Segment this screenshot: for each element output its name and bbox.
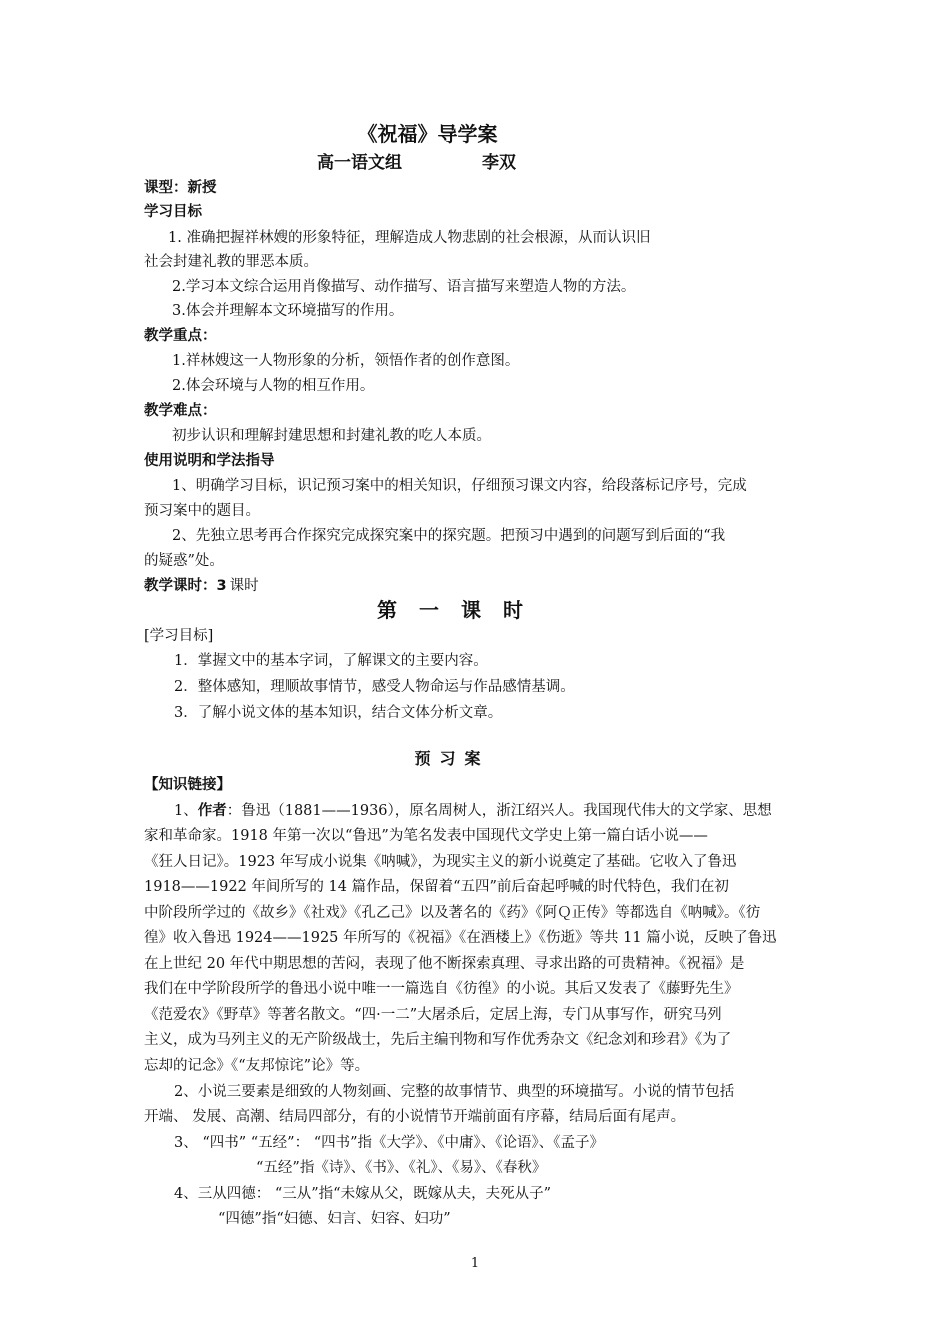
objective-item: 2.学习本文综合运用肖像描写、动作描写、语言描写来塑造人物的方法。 xyxy=(172,279,636,295)
lesson-objective-item: 3．了解小说文体的基本知识，结合文体分析文章。 xyxy=(174,705,503,721)
instruction-item: 1、明确学习目标，识记预习案中的相关知识，仔细预习课文内容，给段落标记序号，完成 xyxy=(172,478,747,494)
author-paragraph-line: 主义，成为马列主义的无产阶级战士，先后主编刊物和写作优秀杂文《纪念刘和珍君》《为了 xyxy=(144,1032,732,1048)
instruction-item: 2、先独立思考再合作探究完成探究案中的探究题。把预习中遇到的问题写到后面的“我 xyxy=(172,528,726,544)
key-point-item: 2.体会环境与人物的相互作用。 xyxy=(172,378,375,394)
group-name: 高一语文组 xyxy=(317,153,402,173)
author-paragraph-line: 《范爱农》《野草》等著名散文。“四·一二”大屠杀后，定居上海，专门从事写作，研究马列 xyxy=(144,1007,722,1023)
author-paragraph-line: 在上世纪 20 年代中期思想的苦闷，表现了他不断探索真理、寻求出路的可贵精神。《祝福》是 xyxy=(144,956,745,972)
difficulties-heading: 教学难点： xyxy=(144,403,217,419)
lesson-title: 第一课时 xyxy=(377,598,545,622)
author-paragraph-num: 1、 xyxy=(174,803,198,819)
instructions-heading: 使用说明和学法指导 xyxy=(144,453,275,469)
four-virtues-line: “四德”指“妇德、妇言、妇容、妇功” xyxy=(218,1211,451,1227)
novel-elements-paragraph: 2、小说三要素是细致的人物刻画、完整的故事情节、典型的环境描写。小说的情节包括 xyxy=(174,1084,735,1100)
teaching-hours xyxy=(144,576,259,596)
key-point-item: 1.祥林嫂这一人物形象的分析，领悟作者的创作意图。 xyxy=(172,353,520,369)
hours-label: 教学课时： xyxy=(144,578,217,594)
author-paragraph-line: 中阶段所学过的《故乡》《社戏》《孔乙己》以及著名的《药》《阿Ｑ正传》等都选自《呐喊》。《彷 xyxy=(144,905,761,921)
five-classics-line: “五经”指《诗》、《书》、《礼》、《易》、《春秋》 xyxy=(256,1160,547,1176)
author-paragraph-line: 家和革命家。1918 年第一次以“鲁迅”为笔名发表中国现代文学史上第一篇白话小说—— xyxy=(144,828,708,844)
novel-elements-paragraph-line: 开端、 发展、高潮、结局四部分，有的小说情节开端前面有序幕，结局后面有尾声。 xyxy=(144,1109,686,1125)
preview-title: 预习案 xyxy=(414,749,490,768)
difficulty-item: 初步认识和理解封建思想和封建礼教的吃人本质。 xyxy=(172,428,491,444)
document-title: 《祝福》导学案 xyxy=(357,122,498,146)
four-books-line: 3、 “四书” “五经”： “四书”指《大学》、《中庸》、《论语》、《孟子》 xyxy=(174,1135,605,1151)
objective-item-cont: 社会封建礼教的罪恶本质。 xyxy=(144,254,318,270)
hours-value: 3 xyxy=(216,578,227,594)
instruction-item-cont: 的疑惑”处。 xyxy=(144,553,224,569)
knowledge-heading: 【知识链接】 xyxy=(144,777,231,793)
author-paragraph-line: 1918——1922 年间所写的 14 篇作品，保留着“五四”前后奋起呼喊的时代特色，我们在初 xyxy=(144,879,729,895)
author-name: 李双 xyxy=(482,153,516,173)
lesson-objective-item: 1．掌握文中的基本字词，了解课文的主要内容。 xyxy=(174,653,488,669)
objectives-heading: 学习目标 xyxy=(144,204,202,220)
author-paragraph-line: 我们在中学阶段所学的鲁迅小说中唯一一篇选自《彷徨》的小说。其后又发表了《藤野先生》 xyxy=(144,981,739,997)
objective-item: 3.体会并理解本文环境描写的作用。 xyxy=(172,303,404,319)
key-points-heading: 教学重点： xyxy=(144,328,217,344)
three-obediences-line: 4、三从四德： “三从”指“未嫁从父，既嫁从夫，夫死从子” xyxy=(174,1186,551,1202)
hours-unit: 课时 xyxy=(229,578,259,594)
author-paragraph xyxy=(174,801,772,821)
author-label: 作者 xyxy=(197,803,227,819)
lesson-objectives-heading: [学习目标] xyxy=(144,628,214,644)
author-paragraph-text: ：鲁迅（1881——1936），原名周树人，浙江绍兴人。我国现代伟大的文学家、思想 xyxy=(226,803,772,819)
author-paragraph-line: 忘却的记念》《“友邦惊诧”论》等。 xyxy=(144,1058,370,1074)
objective-item: 1. 准确把握祥林嫂的形象特征，理解造成人物悲剧的社会根源，从而认识旧 xyxy=(168,230,651,246)
author-paragraph-line: 《狂人日记》。1923 年写成小说集《呐喊》，为现实主义的新小说奠定了基础。它收入了鲁迅 xyxy=(144,854,737,870)
page-number: 1 xyxy=(470,1256,480,1271)
lesson-objective-item: 2．整体感知，理顺故事情节，感受人物命运与作品感情基调。 xyxy=(174,679,575,695)
instruction-item-cont: 预习案中的题目。 xyxy=(144,503,260,519)
author-paragraph-line: 徨》收入鲁迅 1924——1925 年所写的《祝福》《在酒楼上》《伤逝》等共 11 篇小说，反映了鲁迅 xyxy=(144,930,777,946)
course-type: 课型：新授 xyxy=(144,180,217,196)
